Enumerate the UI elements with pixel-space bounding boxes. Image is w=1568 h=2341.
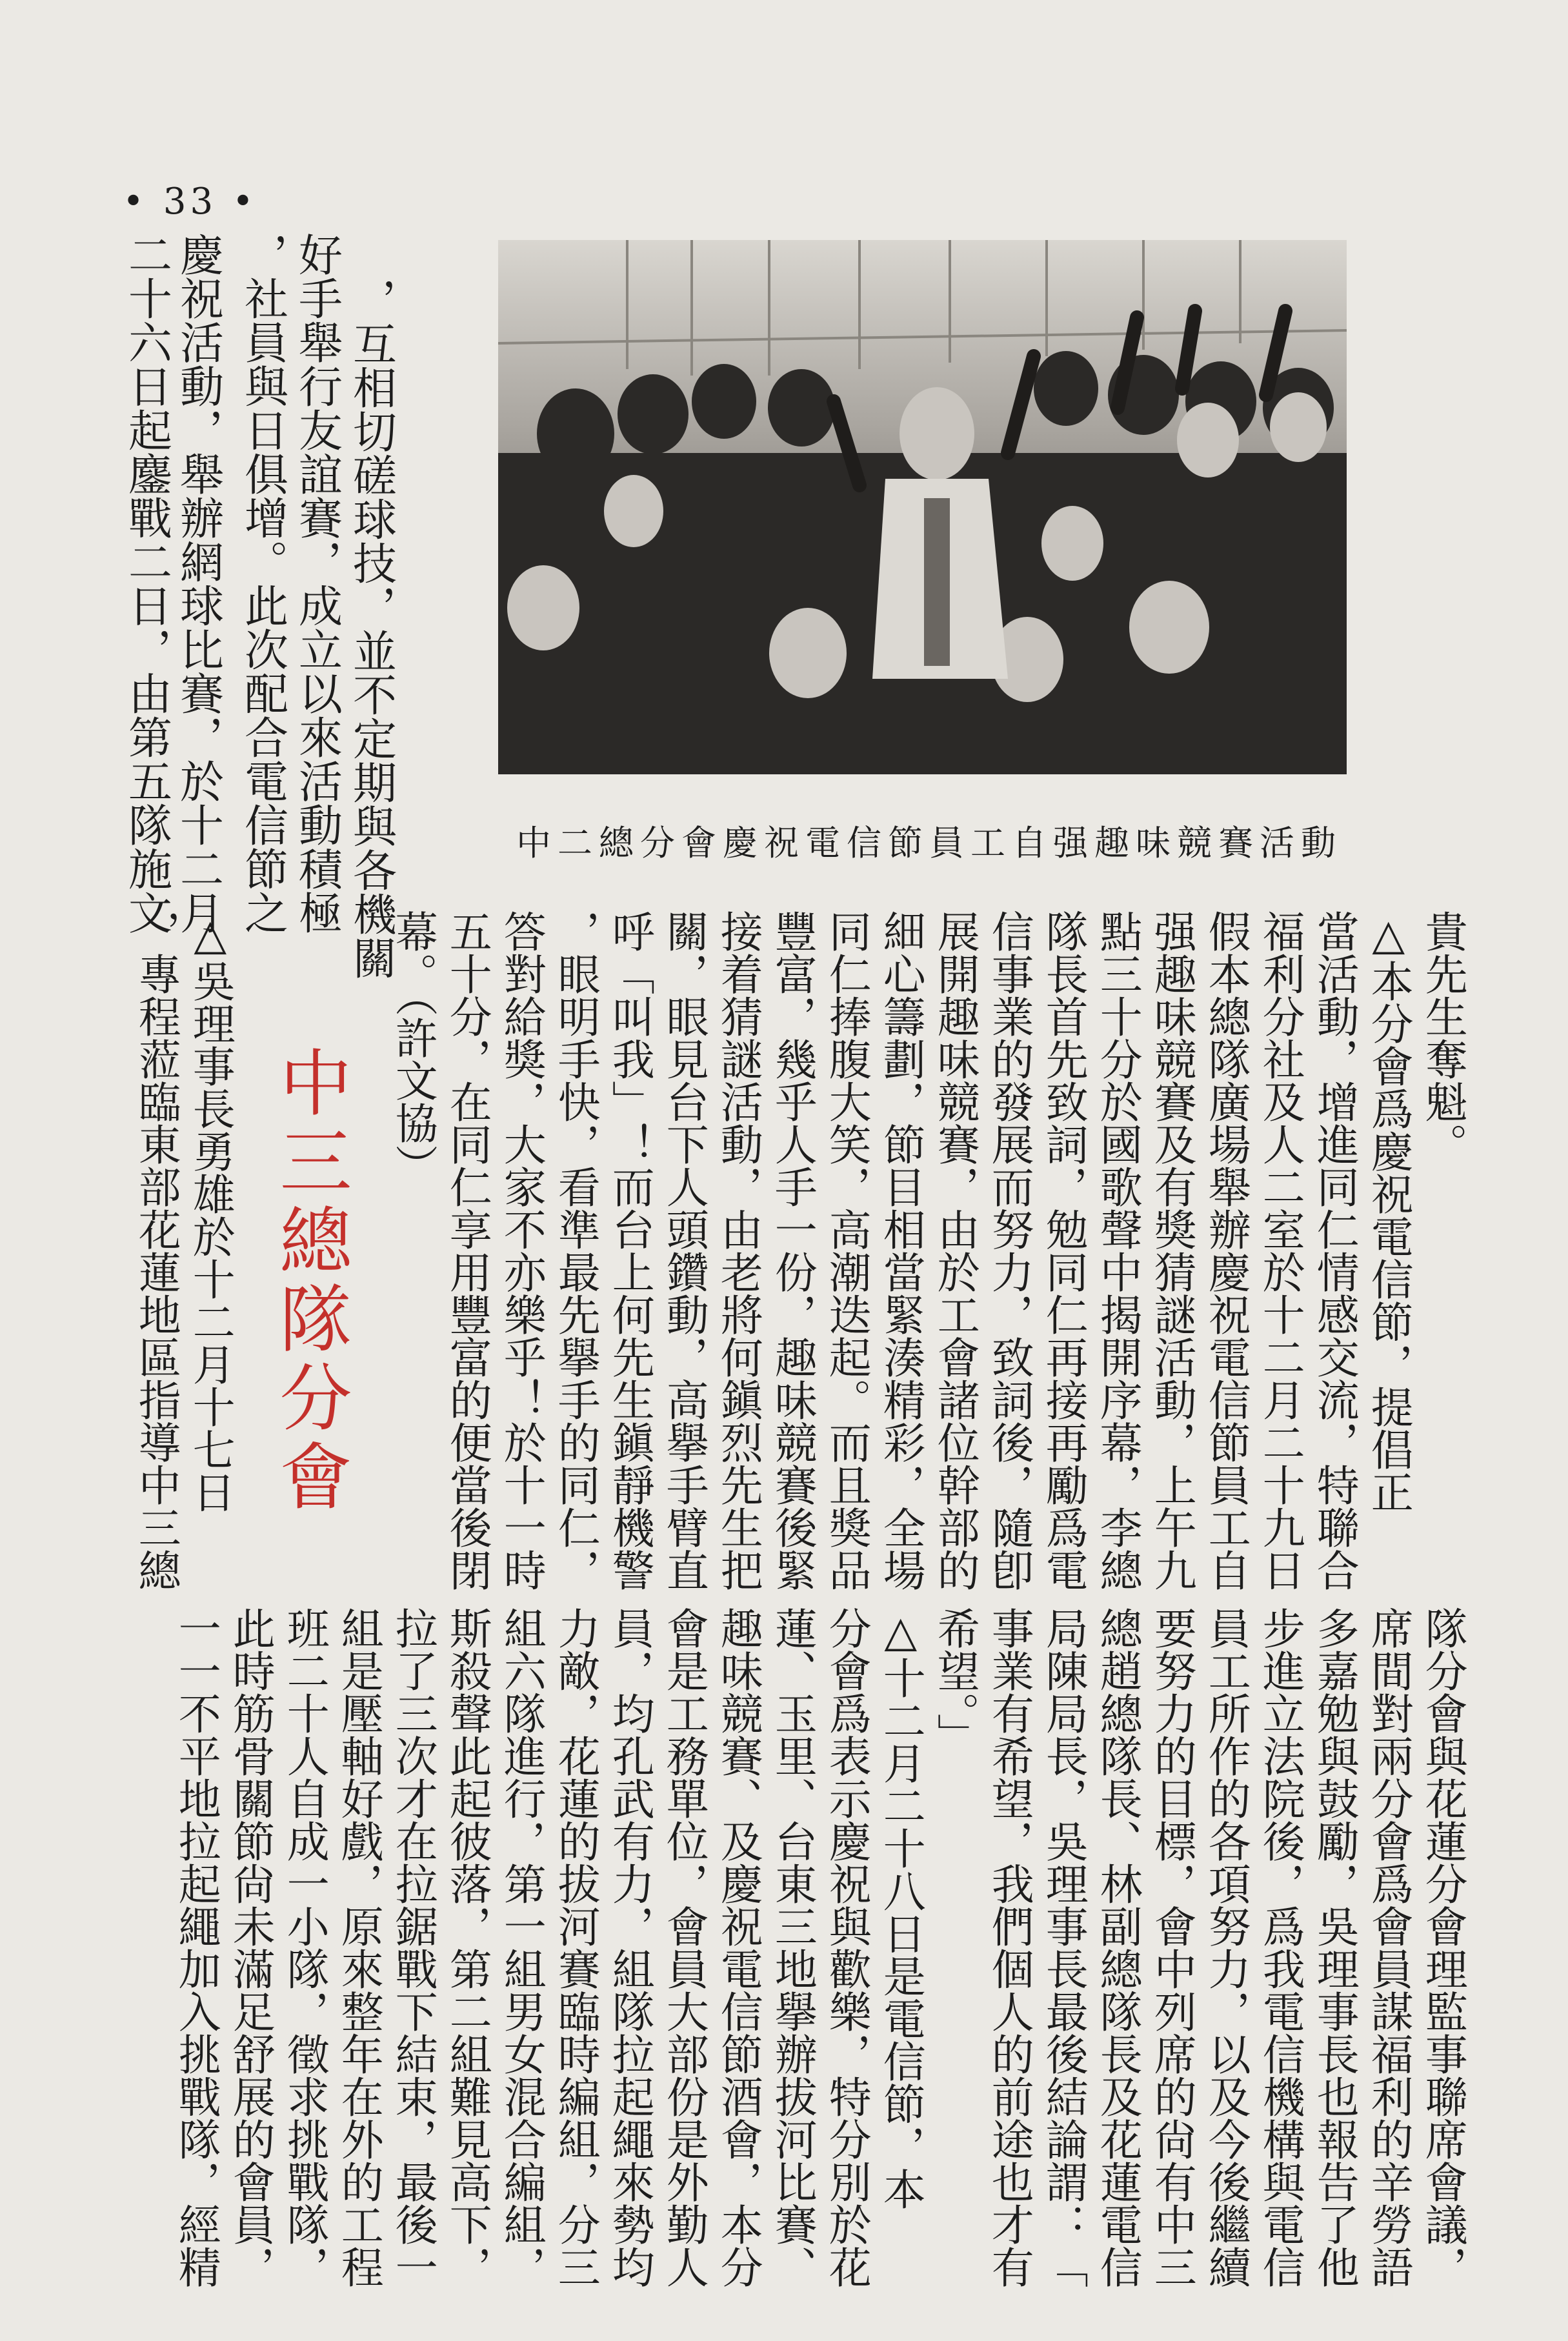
- text-column: 强趣味競賽及有獎猜謎活動，上午九: [1147, 910, 1197, 1591]
- text-column: 會是工務單位，會員大部份是外勤人: [659, 1607, 709, 2288]
- text-column: 員，均孔武有力，組隊拉起繩來勢均: [605, 1607, 655, 2288]
- text-column: 組是壓軸好戲，原來整年在外的工程: [334, 1607, 384, 2288]
- text-column: 蓮、玉里、台東三地擧辦拔河比賽、: [767, 1607, 818, 2288]
- text-column: 點三十分於國歌聲中揭開序幕，李總: [1092, 910, 1143, 1591]
- text-column: 要努力的目標，會中列席的尙有中三: [1147, 1607, 1197, 2288]
- text-column: 豐富，幾乎人手一份，趣味競賽後緊: [767, 910, 818, 1591]
- page-number: • 33 •: [123, 181, 257, 223]
- text-column: ，社員與日俱增。此次配合電信節之: [237, 232, 288, 934]
- text-column: 力敵，花蓮的拔河賽臨時編組，分三: [550, 1607, 601, 2288]
- text-column: 拉了三次才在拉鋸戰下結束，最後一: [388, 1607, 438, 2288]
- text-column: ，互相切磋球技，並不定期與各機關: [345, 277, 397, 980]
- text-column: 慶祝活動，舉辦網球比賽，於十二月: [172, 232, 224, 934]
- text-column: 答對給獎，大家不亦樂乎！於十一時: [496, 910, 547, 1591]
- text-column: 此時筋骨關節尙未滿足舒展的會員，: [225, 1607, 276, 2288]
- photo-caption: 中二總分會慶祝電信節員工自强趣味競賽活動: [516, 823, 1342, 863]
- text-column: 福利分社及人二室於十二月二十九日: [1255, 910, 1305, 1591]
- text-column: 假本總隊廣場舉辦慶祝電信節員工自: [1201, 910, 1251, 1591]
- text-column: 趣味競賽、及慶祝電信節酒會，本分: [713, 1607, 763, 2288]
- text-column: 步進立法院後，爲我電信機構與電信: [1255, 1607, 1305, 2288]
- section-heading: 中三總隊分會: [268, 1045, 352, 1518]
- text-column: 斯殺聲此起彼落，第二組難見高下，: [442, 1607, 492, 2288]
- text-column: 信事業的發展而努力，致詞後，隨卽: [984, 910, 1034, 1591]
- text-column: 細心籌劃，節目相當緊湊精彩，全場: [876, 910, 926, 1591]
- text-column: 接着猜謎活動，由老將何鎭烈先生把: [713, 910, 763, 1591]
- text-column: 當活動，增進同仁情感交流，特聯合: [1309, 910, 1360, 1591]
- text-column: 隊分會與花蓮分會理監事聯席會議，: [1418, 1607, 1468, 2288]
- text-column: 貴先生奪魁。: [1418, 910, 1468, 1165]
- text-column: 呼「叫我」！而台上何先生鎭靜機警: [605, 910, 655, 1591]
- text-column: 幕。（許文協）: [388, 910, 438, 1187]
- text-column: 希望。」: [930, 1607, 980, 1756]
- text-column: 組六隊進行，第一組男女混合編組，: [496, 1607, 547, 2288]
- text-column: 好手舉行友誼賽，成立以來活動積極: [291, 232, 343, 934]
- text-column: 五十分，在同仁享用豐富的便當後閉: [442, 910, 492, 1591]
- text-column: 關，眼見台下人頭鑽動，高擧手臂直: [659, 910, 709, 1591]
- text-column: 員工所作的各項努力，以及今後繼續: [1201, 1607, 1251, 2288]
- text-column: 分會爲表示慶祝與歡樂，特分別於花: [821, 1607, 872, 2288]
- text-column: 二十六日起鏖戰二日，由第五隊施文: [121, 232, 172, 934]
- text-column: △本分會爲慶祝電信節，提倡正: [1363, 910, 1414, 1513]
- text-column: ，眼明手快，看準最先擧手的同仁，: [550, 910, 601, 1591]
- text-column: 展開趣味競賽，由於工會諸位幹部的: [930, 910, 980, 1591]
- text-column: 一一不平地拉起繩加入挑戰隊，經精: [171, 1607, 221, 2288]
- text-column: 總趙總隊長、林副總隊長及花蓮電信: [1092, 1607, 1143, 2288]
- event-photo: [498, 240, 1347, 774]
- text-column: 同仁捧腹大笑，高潮迭起。而且獎品: [821, 910, 872, 1591]
- text-column: 隊長首先致詞，勉同仁再接再勵爲電: [1038, 910, 1089, 1591]
- text-column: 班二十人自成一小隊，徵求挑戰隊，: [279, 1607, 330, 2288]
- crowd-photo-image: [498, 240, 1347, 774]
- text-column: ，專程蒞臨東部花蓮地區指導中三總: [131, 910, 181, 1591]
- text-column: △十二月二十八日是電信節，本: [876, 1607, 926, 2210]
- text-column: 席間對兩分會爲會員謀福利的辛勞語: [1363, 1607, 1414, 2288]
- text-column: 局陳局長，吳理事長最後結論謂：「: [1038, 1607, 1089, 2288]
- text-column: 事業有希望，我們個人的前途也才有: [984, 1607, 1034, 2288]
- text-column: △吳理事長勇雄於十二月十七日: [185, 910, 236, 1513]
- bleed-through-text: [1445, 219, 1491, 517]
- text-column: 多嘉勉與鼓勵，吳理事長也報告了他: [1309, 1607, 1360, 2288]
